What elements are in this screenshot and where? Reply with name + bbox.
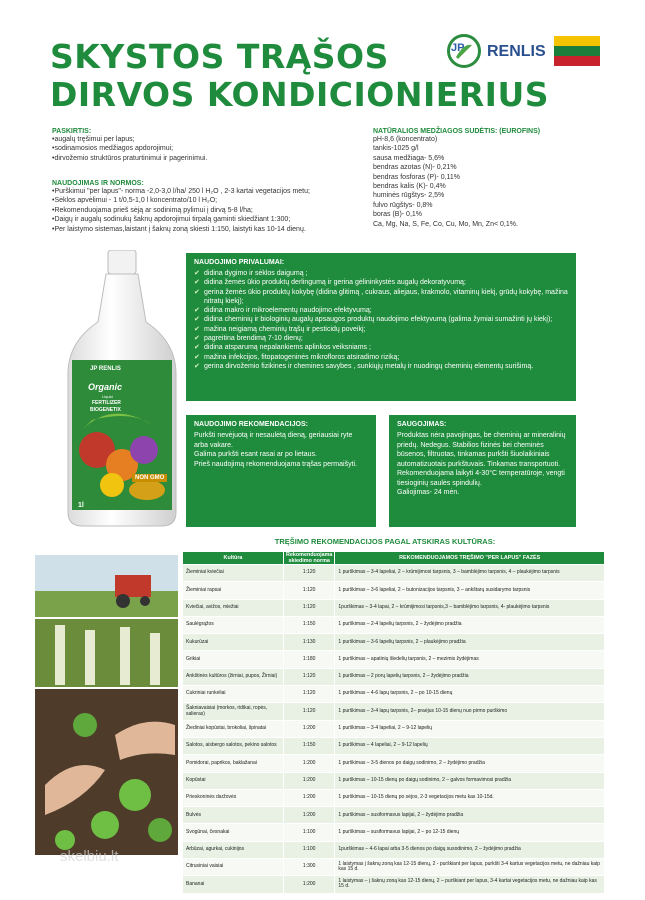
- table-row: [183, 720, 605, 737]
- sudetis-item: sausa medžiaga- 5,6%: [373, 154, 445, 162]
- logo-mark: JP: [451, 42, 465, 54]
- privalumai-item: ✔ gerina žemės ūkio produktų kokybę (didina glitimą , cukraus, aliejaus, krakmolo, vitaminų kiekį, grūdų kokybę, mažina nitratų kiekį);: [194, 288, 568, 307]
- dilution-cell: 1:120: [283, 565, 334, 582]
- sudetis-item: fulvo rūgštys- 0,8%: [373, 201, 433, 209]
- phase-cell: 1 purškimas – 3-5 dienos po daigų sodinimo, 2 – žydėjimo pradžia: [335, 755, 605, 772]
- bottle-label-biogenetix: BIOGENETIX: [90, 407, 121, 413]
- bottle-brand: JP RENLIS: [90, 366, 121, 372]
- table-row: [183, 737, 605, 754]
- dilution-cell: 1:200: [283, 772, 334, 789]
- sudetis-item: tankis-1025 g/l: [373, 145, 419, 153]
- saugojimas-box: [389, 415, 576, 527]
- fertilization-table: [182, 551, 605, 894]
- phase-cell: 1 purškimas – 4 lapeliai, 2 – 9-12 lapelių: [335, 737, 605, 754]
- dilution-cell: 1:100: [283, 841, 334, 858]
- phase-cell: 1 purškimas – 3-4 lapų tarpsnis, 2– praėjus 10-15 dienų nuo pirmo purškimo: [335, 703, 605, 720]
- crop-cell: Bananai: [183, 876, 284, 893]
- phase-cell: 1 purškimas – apatinių šledelių tarpsnis, 2 – mezimis žydėjimas: [335, 651, 605, 668]
- table-row: [183, 789, 605, 806]
- table-row: [183, 841, 605, 858]
- paskirtis-section: [52, 128, 362, 163]
- dilution-cell: 1:200: [283, 755, 334, 772]
- crop-cell: Pomidorai, paprikos, baklažanai: [183, 755, 284, 772]
- phase-cell: 1 purškimas – 2 porų lapelių tarpsnis, 2 – žydėjimo pradžia: [335, 668, 605, 685]
- crop-cell: Citrusiniai vaisiai: [183, 859, 284, 876]
- privalumai-box: [186, 253, 576, 401]
- table-row: [183, 807, 605, 824]
- column-header-norma: Rekomenduojama skiedimo norma: [283, 552, 334, 565]
- dilution-cell: 1:150: [283, 737, 334, 754]
- rekomendacijos-box: [186, 415, 376, 527]
- naudojimas-item: •Sėklos apvėlimui - 1 t/0,5-1,0 l koncentrato/10 l H₂O;: [52, 197, 218, 205]
- sudetis-item: bendras kalis (K)- 0,4%: [373, 183, 446, 191]
- naudojimas-item: •Purškimui "per lapus"- norma -2,0-3,0 l/ha/ 250 l H₂O , 2-3 kartai vegetacijos metu;: [52, 188, 310, 195]
- table-row: [183, 582, 605, 599]
- paskirtis-heading: PASKIRTIS:: [52, 128, 92, 135]
- product-bottle-image: [52, 250, 192, 530]
- privalumai-heading: NAUDOJIMO PRIVALUMAI:: [194, 259, 285, 266]
- table-row: [183, 824, 605, 841]
- bottle-label-fertilizer: FERTILIZER: [92, 400, 121, 406]
- sudetis-heading: NATŪRALIOS MEDŽIAGOS SUDĖTIS: (EUROFINS): [373, 128, 541, 135]
- phase-cell: 1 purškimas – 2-4 lapelių tarpsnis, 2 – žydėjimo pradžia: [335, 616, 605, 633]
- column-header-kultura: Kultūra: [183, 552, 284, 565]
- title-line-1: SKYSTOS TRĄŠOS: [50, 37, 389, 76]
- phase-cell: 1purškimas – 4-6 lapai arba 3-5 dienos po daigų susodinimo, 2 – žydėjimo pradžia: [335, 841, 605, 858]
- table-row: [183, 755, 605, 772]
- dilution-cell: 1:120: [283, 703, 334, 720]
- dilution-cell: 1:200: [283, 876, 334, 893]
- paskirtis-item: •augalų tręšimui per lapus;: [52, 136, 135, 143]
- saugojimas-item: Produktas nėra pavojingas, be cheminių ar mineralinių priedų. Nedegus. Stabilios fizinės bei cheminės būsenos, filtruotas, tinkamas purkšti šiuolaikiniais automatizuotais purkštuvais. Tinkamas transportuoti.: [397, 432, 566, 468]
- naudojimas-heading: NAUDOJIMAS IR NORMOS:: [52, 180, 144, 187]
- crop-cell: Saulėgrąžos: [183, 616, 284, 633]
- farm-photo-collage: [35, 555, 178, 855]
- crop-cell: Kviečiai, avižos, miežiai: [183, 599, 284, 616]
- crop-cell: Ankštinės kultūros (žirniai, pupos, Žirniai): [183, 668, 284, 685]
- column-header-fazes: REKOMENDUOJAMOS TRĘŠIMO "PER LAPUS" FAZĖS: [335, 552, 605, 565]
- phase-cell: 1 purškimas – 3-4 lapeliai, 2 – krūmijimosi tarpsnis, 3 – bamblėjimo tarpsnis, 4 – plaukėjimo tarpsnis: [335, 565, 605, 582]
- phase-cell: 1 purškimas – susiformavus lapijai, 2 – po 12-15 dienų: [335, 824, 605, 841]
- dilution-cell: 1:130: [283, 634, 334, 651]
- rekomendacijos-item: Prieš naudojimą rekomenduojama trąšas permaišyti.: [194, 460, 358, 468]
- crop-cell: Arbūzai, agurkai, cukinijos: [183, 841, 284, 858]
- saugojimas-item: Rekomenduojama laikyti 4-30°C temperatūroje, vengti tiesioginių saulės spindulių.: [397, 470, 565, 487]
- paskirtis-item: •dirvožemio struktūros praturtinimui ir pagerinimui.: [52, 154, 208, 162]
- sudetis-item: boras (B)- 0,1%: [373, 211, 423, 219]
- crop-cell: Kopūstai: [183, 772, 284, 789]
- paskirtis-item: •sodinamosios medžiagos apdorojimui;: [52, 145, 174, 153]
- privalumai-item: ✔ didina makro ir mikroelementų naudojimo efektyvumą;: [194, 306, 568, 315]
- bottle-label-liquid: Liquid: [102, 394, 113, 399]
- table-row: [183, 651, 605, 668]
- rekomendacijos-item: Galima purkšti esant rasai ar po lietaus.: [194, 451, 317, 458]
- dilution-cell: 1:200: [283, 807, 334, 824]
- table-row: [183, 634, 605, 651]
- bottle-label-organic: Organic: [88, 382, 123, 392]
- rekomendacijos-heading: NAUDOJIMO REKOMENDACIJOS:: [194, 421, 308, 428]
- phase-cell: 1 purškimas – 10-15 dienų po daigų sodinimo, 2 – galvos formavimosi pradžia: [335, 772, 605, 789]
- naudojimas-item: •Per laistymo sistemas,laistant į šaknų zoną skiesti 1:150, laistyti kas 10-14 dienų.: [52, 225, 306, 233]
- phase-cell: 1 laistymas – į šaknų zoną kas 12-15 dienų, 2 – purškiant per lapus, 3-4 kartai vegetacijos metu, ne dažniau kaip kas 15 d.: [335, 876, 605, 893]
- dilution-cell: 1:120: [283, 582, 334, 599]
- bottle-volume: 1l: [78, 502, 84, 509]
- privalumai-item: ✔ mažina infekcijos, fitopatogeninės mikrofloros atsiradimo riziką;: [194, 353, 568, 362]
- privalumai-item: ✔ didina atsparumą nepalankiems aplinkos veiksniams ;: [194, 343, 568, 352]
- naudojimas-item: •Daigų ir augalų sodinukų šaknų apdorojimui tirpalą gaminti skiedžiant 1:300;: [52, 216, 291, 224]
- phase-cell: 1 purškimas – 3-6 lapeliai, 2 – butonizacijos tarpsnis, 3 – ankštarų susidarymo tarpsnis: [335, 582, 605, 599]
- phase-cell: 1 laistymas į šaknų zoną kas 12-15 dienų, 2 - purškiant per lapus, purkšti 3-4 kartus vegetacijos metu, ne dažniau kaip kas 15 d.: [335, 859, 605, 876]
- phase-cell: 1 purškimas – 4-6 lapų tarpsnis, 2 – po 10-15 dienų: [335, 686, 605, 703]
- dilution-cell: 1:120: [283, 599, 334, 616]
- crop-cell: Šakniavaisiai (morkos, ridikai, ropės, salieras): [183, 703, 284, 720]
- naudojimas-section: [52, 180, 372, 234]
- dilution-cell: 1:300: [283, 859, 334, 876]
- crop-cell: Salotos, aisbergo salotos, pekino salotos: [183, 737, 284, 754]
- privalumai-item: ✔ didina cheminių ir biologinių augalų apsaugos produktų naudojimo efektyvumą (galima žymiai sumažinti jų kiekį);: [194, 315, 568, 324]
- sudetis-section: [373, 128, 613, 229]
- table-row: [183, 859, 605, 876]
- crop-cell: Bulvės: [183, 807, 284, 824]
- non-gmo-badge: NON GMO: [132, 474, 167, 482]
- privalumai-item: ✔ didina žemės ūkio produktų derlingumą ir gerina gėlininkystės augalų dekoratyvumą;: [194, 278, 568, 287]
- dilution-cell: 1:120: [283, 668, 334, 685]
- table-row: [183, 876, 605, 893]
- crop-cell: Žieminiai kviečiai: [183, 565, 284, 582]
- table-row: [183, 616, 605, 633]
- table-row: [183, 565, 605, 582]
- dilution-cell: 1:120: [283, 686, 334, 703]
- privalumai-item: ✔ didina dygimo ir sėklos daigumą ;: [194, 269, 568, 278]
- crop-cell: Svogūnai, česnakai: [183, 824, 284, 841]
- sudetis-item: huminės rūgštys- 2,5%: [373, 192, 445, 200]
- title-line-2: DIRVOS KONDICIONIERIUS: [50, 75, 550, 114]
- phase-cell: 1 purškimas – 3-6 lapelių tarpsnis, 2 – plaukėjimo pradžia: [335, 634, 605, 651]
- sudetis-item: bendras azotas (N)- 0,21%: [373, 164, 457, 172]
- crop-cell: Žieminiai rapsai: [183, 582, 284, 599]
- rekomendacijos-item: Purkšti nevėjuotą ir nesaulėtą dieną, geriausiai ryte arba vakare.: [194, 432, 353, 449]
- crop-cell: Prieskoninės daržovės: [183, 789, 284, 806]
- renlis-logo: [447, 34, 547, 72]
- lithuania-flag-icon: [554, 36, 600, 66]
- phase-cell: 1 purškimas – susiformavus lapijai, 2 – žydėjimo pradžia: [335, 807, 605, 824]
- table-row: [183, 668, 605, 685]
- logo-name: RENLIS: [487, 43, 546, 60]
- dilution-cell: 1:100: [283, 824, 334, 841]
- table-row: [183, 772, 605, 789]
- privalumai-item: ✔ mažina neigiamą cheminių trąšų ir pesticidų poveikį;: [194, 325, 568, 334]
- phase-cell: 1purškimas – 3-4 lapai, 2 – krūmijimosi tarpsnis,3 – bamblėjimo tarpsnis, 4- plaukėjimo tarpsnis: [335, 599, 605, 616]
- table-title: TRĘŠIMO REKOMENDACIJOS PAGAL ATSKIRAS KULTŪRAS:: [274, 537, 496, 546]
- privalumai-item: ✔ pagreitina brendimą 7-10 dienų;: [194, 334, 568, 343]
- phase-cell: 1 purškimas – 3-4 lapeliai, 2 – 9-12 lapelių: [335, 720, 605, 737]
- crop-cell: Cukriniai runkeliai: [183, 686, 284, 703]
- table-row: [183, 703, 605, 720]
- naudojimas-item: •Rekomenduojama prieš sėją ar sodinimą pylimui į dirvą 5-8 l/ha;: [52, 206, 253, 214]
- watermark: skelbiu.lt: [60, 848, 119, 865]
- crop-cell: Žiediniai kopūstai, brokoliai, špinatai: [183, 720, 284, 737]
- sudetis-item: pH-8,6 (koncentrato): [373, 136, 438, 143]
- privalumai-list: [194, 269, 568, 371]
- dilution-cell: 1:180: [283, 651, 334, 668]
- dilution-cell: 1:200: [283, 789, 334, 806]
- dilution-cell: 1:200: [283, 720, 334, 737]
- saugojimas-item: Galiojimas- 24 mėn.: [397, 489, 460, 496]
- crop-cell: Kukurūzai: [183, 634, 284, 651]
- saugojimas-heading: SAUGOJIMAS:: [397, 421, 447, 428]
- dilution-cell: 1:150: [283, 616, 334, 633]
- table-header-row: [183, 552, 605, 565]
- table-row: [183, 686, 605, 703]
- sudetis-item: bendras fosforas (P)- 0,11%: [373, 173, 461, 181]
- phase-cell: 1 purškimas – 10-15 dienų po sėjos, 2-3 vegetacijos metu kas 10-15d.: [335, 789, 605, 806]
- crop-cell: Grikiai: [183, 651, 284, 668]
- table-row: [183, 599, 605, 616]
- privalumai-item: ✔ gerina dirvožemio fizikines ir chemines savybes , sunkiųjų metalų ir nuodingų cheminių elementų surišimą.: [194, 362, 568, 371]
- sudetis-item: Ca, Mg, Na, S, Fe, Co, Cu, Mo, Mn, Zn< 0,1%.: [373, 220, 518, 228]
